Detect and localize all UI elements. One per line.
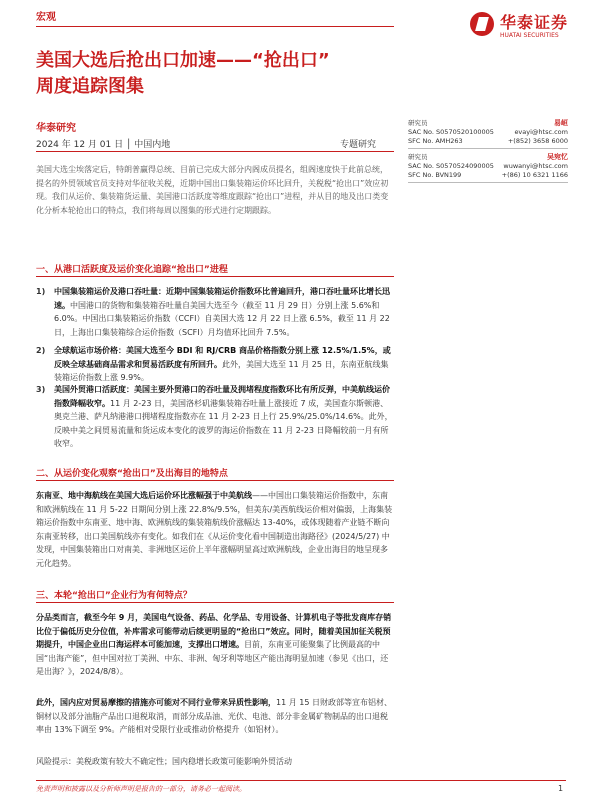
section-divider [36, 276, 394, 277]
section-heading-3: 三、本轮“抢出口”企业行为有何特点？ [36, 591, 192, 601]
disclaimer-text: 免责声明和披露以及分析师声明是报告的一部分，请务必一起阅读。 [36, 785, 246, 793]
footer-divider [36, 780, 566, 781]
item-bold-text: 美国外贸港口活跃度：美国主要外贸港口的吞吐量及拥堵程度指数环比有所反弹，中美航线运价指数降幅收窄。 [54, 385, 390, 408]
title-line-2: 周度追踪图集 [36, 76, 144, 97]
analyst-divider [408, 148, 568, 149]
report-type: 专题研究 [340, 140, 377, 150]
analyst-sac: SAC No. S0570524090005 [408, 162, 494, 170]
risk-warning: 风险提示：美税政策有较大不确定性；国内稳增长政策可能影响外贸活动 [36, 757, 292, 766]
section-paragraph [36, 489, 394, 570]
analyst-role: 研究员 [408, 153, 428, 161]
logo-text-cn: 华泰证券 [500, 13, 569, 32]
org-label: 华泰研究 [36, 123, 76, 134]
report-date: 2024 年 12 月 01 日 │ 中国内地 [36, 140, 171, 150]
analyst-card [408, 118, 568, 152]
analyst-email[interactable]: wuwanyi@htsc.com [503, 162, 568, 170]
list-number: 2) [36, 346, 46, 355]
para-text: 目前，东南亚可能聚集了比例最高的中国“出海产能”，但中国对拉丁美洲、中东、非洲、匈牙利等地区产能出海明显加速（参见《出口，还是出海？》，2024/8/8）。 [36, 640, 389, 676]
analyst-name: 吴宛忆 [547, 153, 568, 161]
analyst-phone: +(86) 10 6321 1166 [501, 171, 568, 179]
section-divider [36, 480, 394, 481]
intro-paragraph: 美国大选尘埃落定后，特朗普赢得总统、目前已完成大部分内阁成员提名，组阁速度快于此前总统，提名的外贸领域官员支持对华征收关税，近期中国出口集装箱运价环比回升，关税税“抢出口”效应初现。我们从运价、集装箱货运量、美国港口活跃度等维度跟踪“抢出口”进程，并从目的地及出口类变化分析本轮抢出口的特点，我们将每周以图集的形式进行定期跟踪。 [36, 165, 389, 215]
meta-divider [36, 151, 394, 152]
para-text: ——中国出口集装箱运价指数中，东南和欧洲航线在 11 月 5-22 日期间分别上涨 22.8%/9.5%，但美东/美西航线运价相对偏弱，上海集装箱运价指数中东南亚、地中海、欧洲航线的集装箱航线价涨幅达 13-40%，或体现随着产业链不断向东南亚转移，出口美国航线亦有变化。如我们在《从运价变化看中国制造出海路径》(2024/5/27) 中发现，中国集装箱出口对南美、非洲地区运价上半年涨幅明显高过欧洲航线，企业出海目的地呈现多元化趋势。 [36, 491, 393, 568]
section-paragraph [36, 611, 394, 679]
section-heading-2: 二、从运价变化观察“抢出口”及出海目的地特点 [36, 469, 228, 479]
analyst-sfc: SFC No. BVN199 [408, 171, 462, 179]
item-bold-text: 全球航运市场价格：美国大选至今 BDI 和 RJ/CRB 商品价格指数分别上涨 12.5%/1.5%，或反映全球基础商品需求和贸易活跃度有所回升。 [54, 346, 391, 369]
item-bold-text: 中国集装箱运价及港口吞吐量：近期中国集装箱运价指数环比普遍回升，港口吞吐量环比增长迅速。 [54, 287, 390, 310]
para-bold-text: 此外，国内应对贸易摩擦的措施亦可能对不同行业带来异质性影响， [36, 698, 276, 707]
report-category-tag: 宏观 [36, 12, 56, 23]
analyst-email[interactable]: evayi@htsc.com [514, 128, 568, 136]
list-number: 3) [36, 385, 46, 394]
item-text: 中国港口的货物和集装箱吞吐量自美国大选至今（截至 11 月 29 日）分别上涨 5.6%和 6.0%。中国出口集装箱运价指数（CCFI）自美国大选 12 月 22 日上涨 6.5%，截至 11 月 22 日，上海出口集装箱综合运价指数（SCFI）月均值环比回升 7.5%。 [54, 300, 390, 337]
report-title [36, 48, 396, 100]
section-divider [36, 602, 394, 603]
company-logo [470, 10, 590, 44]
section-heading-1: 一、从港口活跃度及运价变化追踪“抢出口”进程 [36, 265, 228, 275]
analyst-sfc: SFC No. AMH263 [408, 137, 463, 145]
analyst-phone: +(852) 3658 6000 [507, 137, 568, 145]
section-paragraph [36, 696, 394, 737]
list-item [36, 344, 394, 385]
item-text: 11 月 2-23 日，美国洛杉矶港集装箱吞吐量上涨接近 7 成，美国查尔斯顿港、奥克兰港、萨凡纳港港口拥堵程度指数亦在 11 月 2-23 日上行 25.9%/25.0%/14.6%。此外，反映中美之间贸易流量和货运成本变化的波罗的海运价指数在 11 月 2-23 日降幅较前一月有所收窄。 [54, 398, 393, 448]
analyst-panel [408, 118, 568, 186]
para-bold-text: 分品类而言，截至今年 9 月，美国电气设备、药品、化学品、专用设备、计算机电子等批发商库存销比位于偏低历史分位值，补库需求可能带动后续更明显的“抢出口”效应。同时，随着美国加征关税预期提升，中国企业出口海运样本可能加速，支撑出口增速。 [36, 613, 392, 649]
list-item [36, 383, 394, 451]
item-text: 此外，美国大选至 11 月 25 日，东南亚航线集装箱运价指数上涨 9.9%。 [54, 359, 389, 382]
analyst-sac: SAC No. S0570520100005 [408, 128, 494, 136]
header-divider [36, 26, 394, 27]
logo-text-en: HUATAI SECURITIES [500, 32, 559, 39]
logo-icon [470, 12, 494, 36]
analyst-role: 研究员 [408, 119, 428, 127]
para-text: 11 月 15 日财政部等宣布铝材、铜材以及部分油脂产品出口退税取消，而部分成品油、光伏、电池、部分非金属矿物制品的出口退税率由 13%下调至 9%。产能相对受限行业或推动价格提升（如铝材）。 [36, 698, 392, 734]
page-number: 1 [558, 784, 564, 793]
list-number: 1) [36, 287, 46, 296]
analyst-divider [408, 182, 568, 183]
title-line-1: 美国大选后抢出口加速——“抢出口” [36, 50, 330, 71]
analyst-card [408, 152, 568, 186]
analyst-name: 易峘 [554, 119, 568, 127]
list-item [36, 285, 394, 339]
para-bold-text: 东南亚、地中海航线在美国大选后运价环比涨幅强于中美航线 [36, 491, 252, 500]
